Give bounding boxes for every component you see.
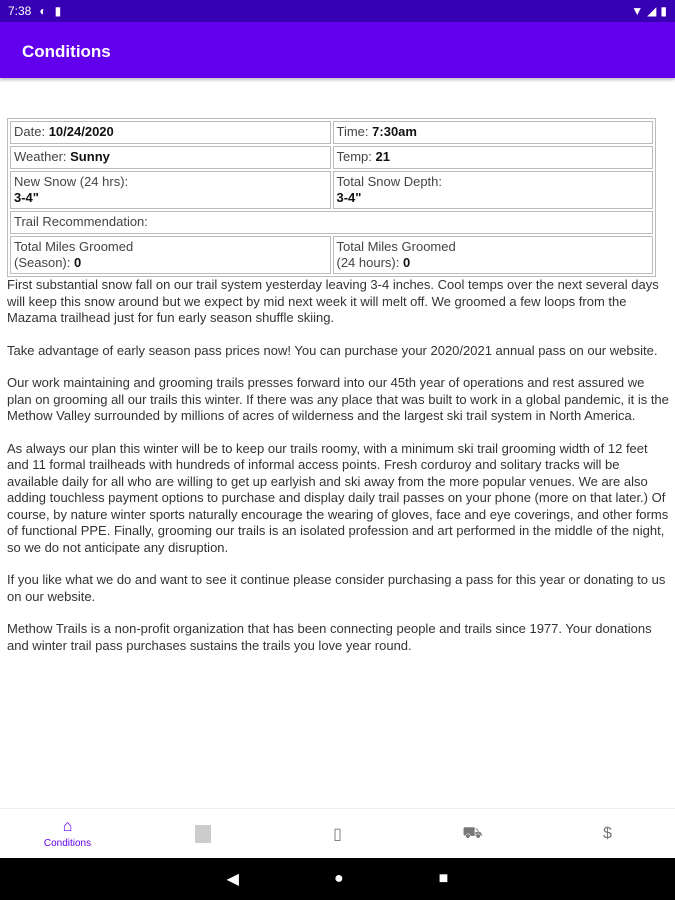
system-nav-bar (0, 858, 675, 900)
tab-car[interactable] (405, 809, 540, 858)
placeholder-icon (195, 825, 211, 843)
weather-cell: Weather: Sunny (10, 146, 331, 169)
tab-pass[interactable] (540, 809, 675, 858)
time-cell: Time: 7:30am (333, 121, 654, 144)
status-bar (0, 0, 675, 22)
map-icon: ▯ (333, 825, 342, 843)
season-groomed-cell: Total Miles Groomed (Season): 0 (10, 236, 331, 274)
snow-depth-cell: Total Snow Depth: 3-4" (333, 171, 654, 209)
app-bar (0, 22, 675, 78)
tab-conditions[interactable]: ⌂ Conditions (43, 818, 92, 849)
paragraph: As always our plan this winter will be to keep our trails roomy, with a minimum ski trail grooming width of 12 feet and 11 formal trailheads with hundreds of informal access points. Fresh corduroy and solitary tracks will be available daily for all who are willing to get up earlyish and ski away from the more popular venues. We are also adding touchless payment options to purchase and display daily trail passes on your phone (more on that later.) Of course, by nature winter sports naturally encourage the wearing of gloves, face and eye coverings, and other forms of functional PPE. Finally, grooming our trails is an isolated profession and art performed in the middle of the night, so we do not anticipate any disruption. (7, 440, 669, 555)
back-icon[interactable]: ◀ (226, 871, 239, 888)
bottom-navigation (0, 808, 675, 858)
trail-recommendation-cell: Trail Recommendation: (10, 211, 653, 234)
notification-icon: ◐ (39, 4, 47, 18)
paragraph: Our work maintaining and grooming trails presses forward into our 45th year of operations and rest assured we plan on grooming all our trails this winter. If there was any place that was built to work in a global pandemic, it is the Methow Valley surrounded by millions of acres of wilderness and the largest ski trail system in North America. (7, 375, 669, 423)
tab-blank[interactable] (135, 809, 270, 858)
home-button-icon[interactable]: ● (333, 870, 344, 887)
temp-cell: Temp: 21 (333, 146, 654, 169)
signal-icon: ◢ (647, 4, 657, 18)
dollar-icon: $ (603, 824, 612, 842)
date-cell: Date: 10/24/2020 (10, 121, 331, 144)
paragraph: Take advantage of early season pass prices now! You can purchase your 2020/2021 annual pass on our website. (7, 342, 658, 358)
recents-icon[interactable]: ■ (438, 870, 449, 887)
car-icon: ⛟ (462, 824, 483, 842)
wifi-icon: ▼ (631, 4, 644, 18)
battery-icon: ▮ (660, 4, 667, 18)
clock: 7:38 (8, 4, 32, 18)
conditions-content (7, 118, 669, 670)
home-icon: ⌂ (62, 818, 73, 835)
page-title: Conditions (22, 42, 111, 61)
paragraph: First substantial snow fall on our trail system yesterday leaving 3-4 inches. Cool temps over the next several days will keep this snow around but we expect by mid next week it will melt off. We groomed a few loops from the Mazama trailhead just for fun early season shuffle skiing. (7, 277, 659, 325)
sd-card-icon: ▮ (54, 4, 62, 18)
tab-map[interactable] (270, 809, 405, 858)
new-snow-cell: New Snow (24 hrs): 3-4" (10, 171, 331, 209)
conditions-table (7, 118, 656, 277)
paragraph: If you like what we do and want to see it continue please consider purchasing a pass for this year or donating to us on our website. (7, 572, 666, 604)
paragraph: Methow Trails is a non-profit organization that has been connecting people and trails since 1977. Your donations and winter trail pass purchases sustains the trails you love year round. (7, 621, 652, 653)
day-groomed-cell: Total Miles Groomed (24 hours): 0 (333, 236, 654, 274)
